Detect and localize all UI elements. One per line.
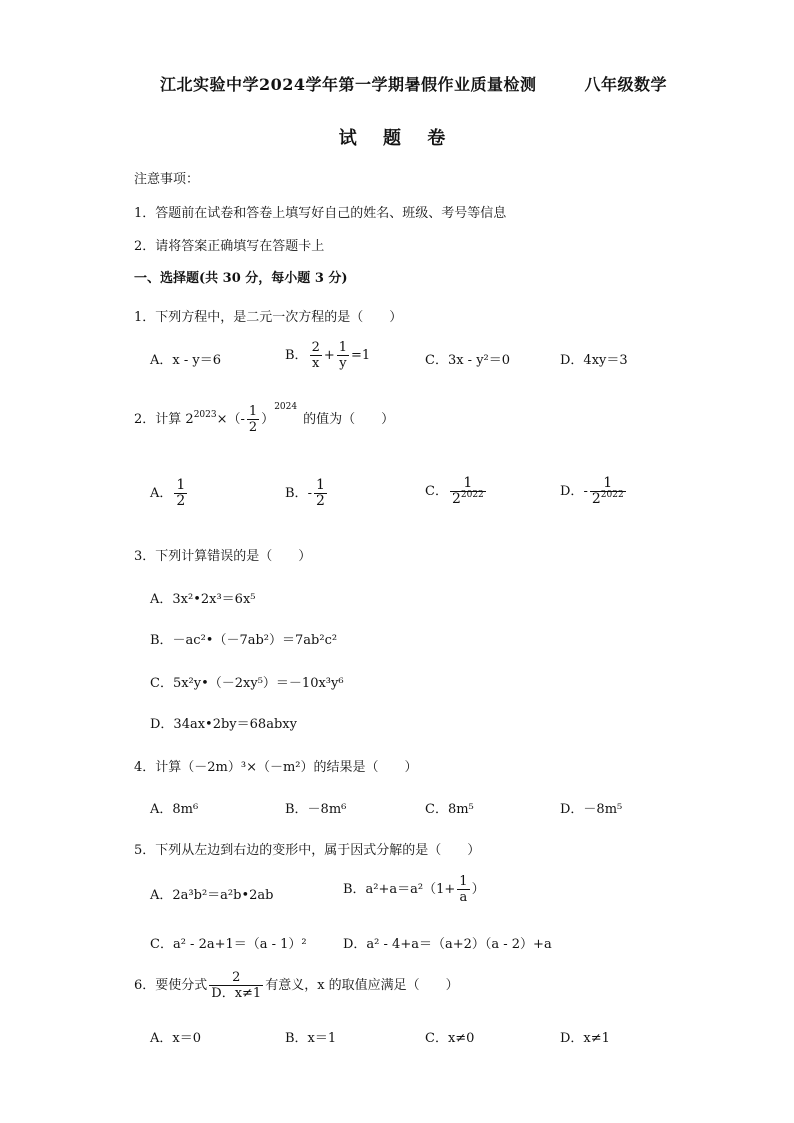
option-label: D．: [560, 484, 584, 499]
q1-option-a: A．x - y＝6: [150, 353, 221, 368]
exam-title: 江北实验中学2024学年第一学期暑假作业质量检测: [160, 75, 537, 94]
exponent: 2024: [274, 402, 298, 412]
question-1-stem: 1．下列方程中，是二元一次方程的是（ ）: [134, 310, 403, 325]
notice-heading: 注意事项：: [134, 172, 200, 187]
denominator: x: [312, 356, 320, 371]
equals-part: =1: [351, 348, 371, 363]
q3-option-b: B．－ac²•（－7ab²）＝7ab²c²: [150, 633, 338, 648]
denominator: y: [339, 356, 347, 371]
q6-option-d: D．x≠1: [560, 1031, 610, 1046]
denominator: 2: [315, 493, 325, 509]
fraction: [247, 404, 259, 435]
numerator: 1: [459, 874, 468, 889]
base: 2: [451, 491, 461, 507]
notice-item-1: 1．答题前在试卷和答卷上填写好自己的姓名、班级、考号等信息: [134, 206, 507, 221]
q1-option-d: D．4xy＝3: [560, 353, 628, 368]
question-2-stem: [134, 404, 394, 435]
q6-text-pre: 6．要使分式: [134, 978, 208, 993]
minus-sign: -: [583, 484, 588, 499]
question-6-stem: [134, 970, 459, 1001]
q6-option-a: A．x＝0: [150, 1031, 201, 1046]
fraction: [337, 340, 349, 371]
numerator: 2: [311, 340, 320, 355]
grade-subject: 八年级数学: [584, 75, 668, 94]
q3-option-c: C．5x²y•（－2xy⁵）＝－10x³y⁶: [150, 676, 344, 691]
question-4-stem: 4．计算（－2m）³×（－m²）的结果是（ ）: [134, 760, 418, 775]
q2-option-c: [425, 476, 488, 507]
denominator: [590, 492, 626, 507]
denominator: 2: [176, 493, 186, 509]
option-label: C．: [425, 484, 448, 499]
option-label: B．: [285, 348, 308, 363]
numerator: 1: [590, 476, 626, 492]
q2-text-close: ）: [261, 412, 275, 427]
q2-text-post: 的值为（ ）: [303, 412, 395, 427]
fraction: [310, 340, 322, 371]
section-heading: 一、选择题(共 30 分，每小题 3 分): [134, 271, 348, 286]
exponent: 2022: [460, 490, 484, 500]
q6-option-b: B．x＝1: [285, 1031, 337, 1046]
q2-option-b: [285, 478, 329, 509]
numerator: 1: [248, 404, 258, 419]
document-title: 试 题 卷: [338, 128, 456, 149]
question-5-stem: 5．下列从左边到右边的变形中，属于因式分解的是（ ）: [134, 843, 481, 858]
numerator: 1: [176, 477, 186, 493]
q5-option-a: A．2a³b²＝a²b•2ab: [150, 888, 274, 903]
minus-sign: -: [307, 486, 312, 501]
q3-option-a: A．3x²•2x³＝6x⁵: [150, 592, 256, 607]
fraction: [457, 874, 469, 905]
fraction: [174, 478, 187, 509]
q6-text-post: 有意义，x 的取值应满足（ ）: [265, 978, 459, 993]
q2-text-mid: ×（-: [216, 412, 245, 427]
option-label: B．: [285, 486, 308, 501]
q1-option-b: [285, 340, 370, 371]
q1-option-c: C．3x - y²＝0: [425, 353, 511, 368]
denominator: [450, 492, 486, 507]
q5-option-c: C．a² - 2a+1＝（a - 1）²: [150, 937, 307, 952]
fraction: [314, 478, 327, 509]
base: 2: [591, 491, 601, 507]
exponent: 2022: [600, 490, 624, 500]
exam-header: [160, 72, 667, 95]
q2-text-pre: 2．计算 2: [134, 412, 194, 427]
q2-option-a: [150, 478, 189, 509]
q5-b-pre: B．a²+a＝a²（1+: [343, 882, 456, 897]
option-label: A．: [150, 486, 173, 501]
plus-sign: +: [323, 348, 335, 363]
q4-option-a: A．8m⁶: [150, 802, 199, 817]
fraction: [450, 476, 486, 507]
denominator: D．x≠1: [211, 986, 262, 1001]
q2-option-d: [560, 476, 628, 507]
numerator: 1: [315, 477, 325, 493]
fraction: [590, 476, 626, 507]
exponent: 2023: [193, 410, 217, 420]
q4-option-d: D．－8m⁵: [560, 802, 623, 817]
fraction: [209, 970, 263, 1001]
notice-item-2: 2．请将答案正确填写在答题卡上: [134, 239, 325, 254]
question-3-stem: 3．下列计算错误的是（ ）: [134, 549, 312, 564]
q3-option-d: D．34ax•2by＝68abxy: [150, 717, 297, 732]
denominator: 2: [248, 420, 258, 435]
q5-option-d: D．a² - 4+a＝（a+2）（a - 2）+a: [343, 937, 552, 952]
q4-option-c: C．8m⁵: [425, 802, 474, 817]
numerator: 1: [338, 340, 348, 355]
q5-b-post: ）: [471, 882, 485, 897]
q6-option-c: C．x≠0: [425, 1031, 475, 1046]
numerator: 1: [450, 476, 486, 492]
numerator: 2: [209, 970, 263, 986]
q5-option-b: [343, 874, 485, 905]
denominator: a: [459, 890, 468, 905]
q4-option-b: B．－8m⁶: [285, 802, 347, 817]
